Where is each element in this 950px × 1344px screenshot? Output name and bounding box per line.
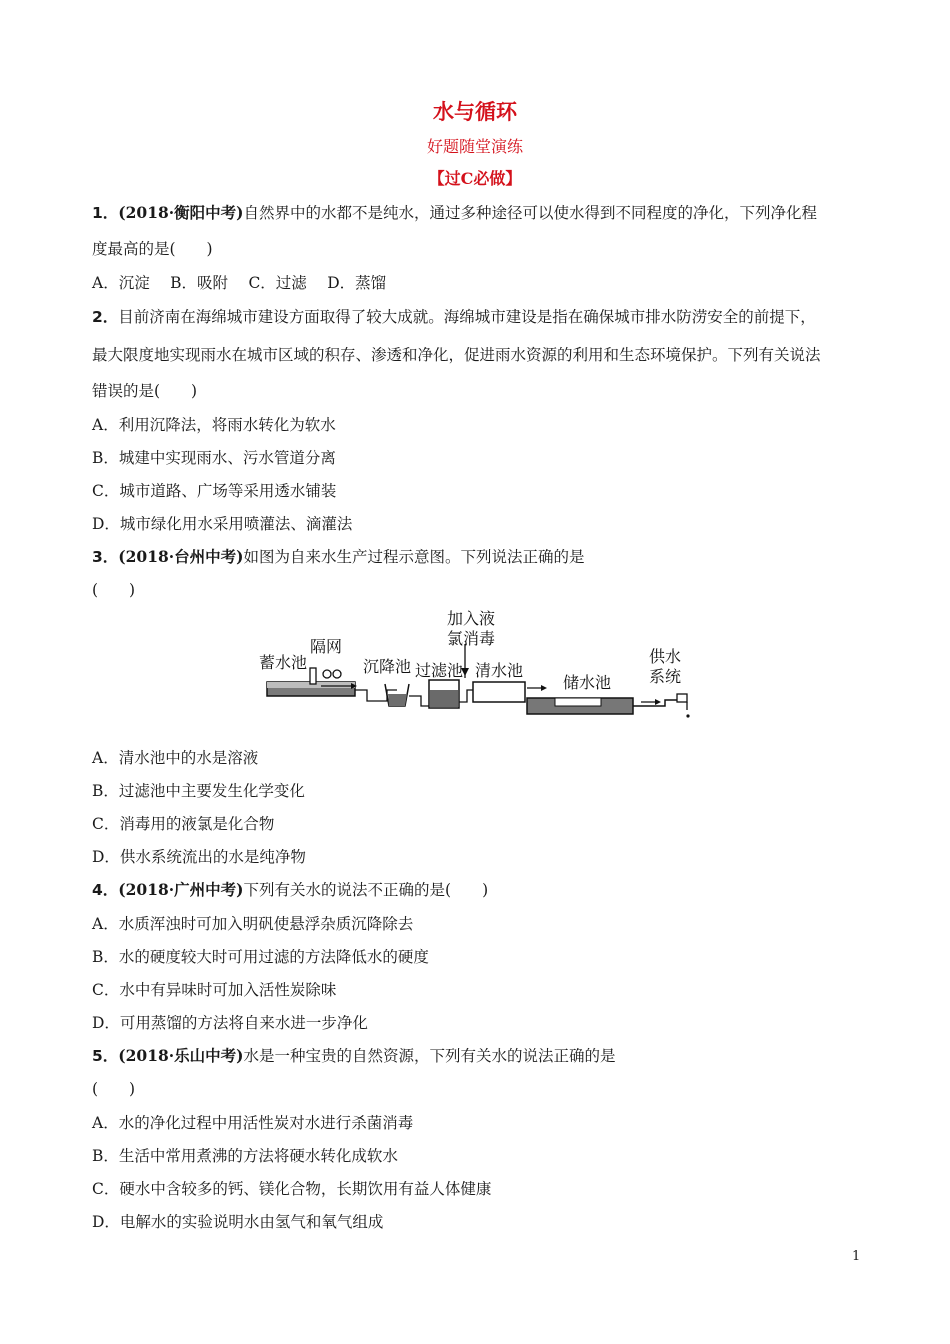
- screen-post: [310, 668, 316, 684]
- question-2-stem-line-3: 错误的是( ): [92, 382, 198, 400]
- question-1-stem-line-1: [92, 203, 817, 223]
- water-treatment-diagram: [255, 606, 705, 726]
- label-chlorine-line-2: 氯消毒: [447, 629, 496, 648]
- question-5-option-c: C．硬水中含较多的钙、镁化合物，长期饮用有益人体健康: [92, 1180, 492, 1198]
- question-5-option-d: D．电解水的实验说明水由氢气和氧气组成: [92, 1213, 384, 1231]
- question-5-stem-line-1: [92, 1046, 616, 1066]
- question-2-option-c: C．城市道路、广场等采用透水铺装: [92, 482, 337, 500]
- question-3-text: 如图为自来水生产过程示意图。下列说法正确的是: [243, 548, 585, 566]
- question-4-stem-line-1: [92, 880, 488, 900]
- question-3-option-a: A．清水池中的水是溶液: [92, 749, 259, 767]
- question-5-option-a: A．水的净化过程中用活性炭对水进行杀菌消毒: [92, 1114, 414, 1132]
- label-supply-line-2: 系统: [649, 667, 682, 686]
- question-3-stem-line-2: ( ): [92, 581, 136, 599]
- question-2-text: 目前济南在海绵城市建设方面取得了较大成就。海绵城市建设是指在确保城市排水防涝安全的前提下，: [118, 308, 816, 326]
- question-3-source: (2018·台州中考): [118, 547, 244, 566]
- question-4-option-c: C．水中有异味时可加入活性炭除味: [92, 981, 337, 999]
- label-reservoir: 蓄水池: [259, 653, 308, 672]
- question-3-option-c: C．消毒用的液氯是化合物: [92, 815, 275, 833]
- faucet-icon: [677, 694, 687, 702]
- question-4-option-a: A．水质浑浊时可加入明矾使悬浮杂质沉降除去: [92, 915, 414, 933]
- label-chlorine-line-1: 加入液: [447, 609, 496, 628]
- question-3-number: 3．: [92, 548, 119, 566]
- question-5-text: 水是一种宝贵的自然资源，下列有关水的说法正确的是: [243, 1047, 616, 1065]
- question-2-stem-line-1: [92, 307, 816, 327]
- label-clear-water: 清水池: [475, 661, 524, 680]
- question-3-stem-line-1: [92, 547, 585, 567]
- label-supply-line-1: 供水: [649, 647, 682, 666]
- question-1-stem-line-2: 度最高的是( ): [92, 240, 213, 258]
- screen-icon: [323, 670, 331, 678]
- question-2-option-a: A．利用沉降法，将雨水转化为软水: [92, 416, 336, 434]
- question-1-source: (2018·衡阳中考): [118, 203, 244, 222]
- page-title: 水与循环: [433, 100, 517, 124]
- question-5-option-b: B．生活中常用煮沸的方法将硬水转化成软水: [92, 1147, 398, 1165]
- question-4-option-b: B．水的硬度较大时可用过滤的方法降低水的硬度: [92, 948, 429, 966]
- question-5-number: 5．: [92, 1047, 119, 1065]
- question-5-stem-line-2: ( ): [92, 1080, 136, 1098]
- question-4-number: 4．: [92, 881, 119, 899]
- question-4-source: (2018·广州中考): [118, 880, 244, 899]
- question-4-option-d: D．可用蒸馏的方法将自来水进一步净化: [92, 1014, 368, 1032]
- label-filter: 过滤池: [415, 661, 464, 680]
- page-subtitle: 好题随堂演练: [426, 137, 523, 156]
- clear-water-tank: [473, 682, 525, 702]
- label-screen: 隔网: [310, 637, 343, 656]
- question-3-option-b: B．过滤池中主要发生化学变化: [92, 782, 305, 800]
- question-1-text: 自然界中的水都不是纯水，通过多种途径可以使水得到不同程度的净化，下列净化程: [243, 204, 818, 222]
- question-5-source: (2018·乐山中考): [118, 1046, 244, 1065]
- question-2-stem-line-2: 最大限度地实现雨水在城市区域的积存、渗透和净化，促进雨水资源的利用和生态环境保护。下列有关说法: [92, 346, 821, 364]
- question-4-text: 下列有关水的说法不正确的是( ): [243, 881, 489, 899]
- question-3-option-d: D．供水系统流出的水是纯净物: [92, 848, 306, 866]
- label-sedimentation: 沉降池: [363, 657, 412, 676]
- label-storage: 储水池: [563, 673, 612, 692]
- question-1-options: A．沉淀 B．吸附 C．过滤 D．蒸馏: [92, 274, 387, 292]
- question-2-option-d: D．城市绿化用水采用喷灌法、滴灌法: [92, 515, 353, 533]
- section-heading: 【过C必做】: [428, 169, 522, 188]
- question-1-number: 1．: [92, 204, 119, 222]
- question-2-number: 2．: [92, 308, 119, 326]
- question-2-option-b: B．城建中实现雨水、污水管道分离: [92, 449, 336, 467]
- page-number: 1: [852, 1249, 861, 1264]
